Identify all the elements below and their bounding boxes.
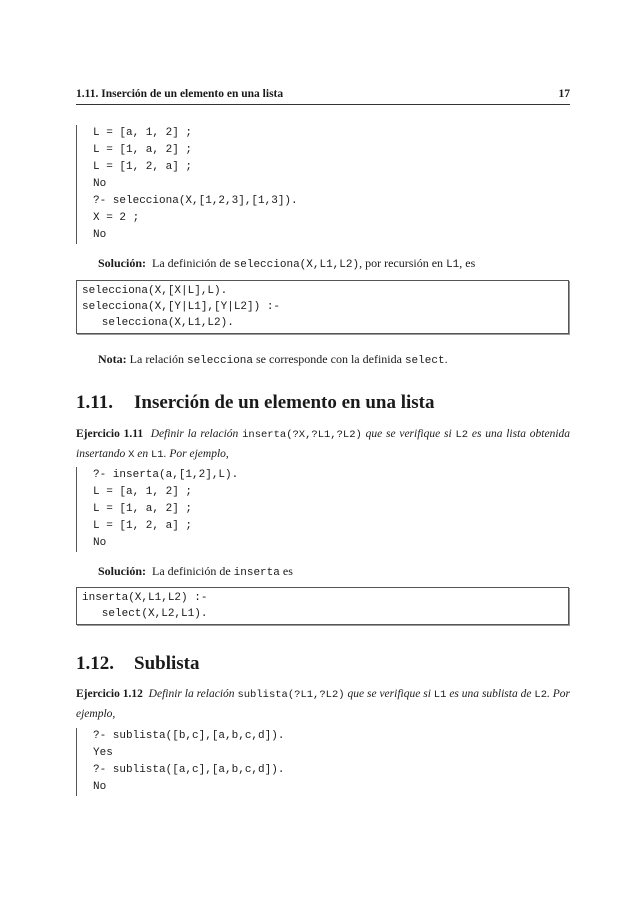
code-line: L = [1, 2, a] ;: [93, 520, 193, 532]
note-label: Nota:: [98, 352, 127, 366]
code-line: No: [93, 229, 107, 241]
code-line: ?- inserta(a,[1,2],L).: [93, 469, 239, 481]
exercise-text: . Por ejemplo,: [76, 688, 571, 720]
note-text: .: [444, 352, 448, 366]
section-number: 1.12.: [76, 653, 114, 674]
code-line: selecciona(X,[Y|L1],[Y|L2]) :-: [82, 301, 281, 313]
code-line: L = [a, 1, 2] ;: [93, 486, 193, 498]
inline-code: inserta(?X,?L1,?L2): [242, 429, 362, 441]
code-line: ?- sublista([a,c],[a,b,c,d]).: [93, 764, 285, 776]
solution-text: , es: [459, 256, 476, 270]
solution-paragraph-1: [98, 254, 475, 274]
exercise-text: es una sublista de: [449, 688, 532, 700]
code-line: select(X,L2,L1).: [82, 608, 208, 620]
running-header-title: 1.11. Inserción de un elemento en una lista: [76, 88, 284, 100]
exercise-1-11: [76, 425, 570, 465]
exercise-text: en: [137, 448, 149, 460]
solution-label: Solución:: [98, 256, 147, 270]
code-example-block-3: [76, 728, 284, 796]
exercise-1-12: [76, 685, 570, 724]
section-number: 1.11.: [76, 392, 113, 413]
exercise-text: es una lista obtenida insertando: [76, 428, 571, 460]
note-text: La relación: [129, 352, 184, 366]
code-line: X = 2 ;: [93, 212, 140, 224]
code-box-2: [76, 587, 569, 625]
code-line: L = [1, 2, a] ;: [93, 161, 193, 173]
inline-code: inserta: [233, 567, 280, 579]
code-line: L = [a, 1, 2] ;: [93, 127, 193, 139]
inline-code: L2: [534, 689, 547, 701]
inline-code: sublista(?L1,?L2): [237, 689, 345, 701]
section-title: Sublista: [134, 653, 200, 674]
code-line: No: [93, 537, 107, 549]
solution-text: La definición de: [152, 256, 231, 270]
inline-code: L1: [446, 259, 460, 271]
code-line: inserta(X,L1,L2) :-: [82, 592, 208, 604]
exercise-text: que se verifique si: [365, 428, 452, 440]
exercise-text: que se verifique si: [347, 688, 431, 700]
page-number: 17: [558, 88, 570, 100]
inline-code: X: [128, 449, 135, 461]
exercise-text: Definir la relación: [148, 688, 235, 700]
code-line: ?- sublista([b,c],[a,b,c,d]).: [93, 730, 285, 742]
inline-code: selecciona(X,L1,L2): [233, 259, 360, 271]
code-line: selecciona(X,[X|L],L).: [82, 285, 228, 297]
inline-code: select: [404, 355, 445, 367]
inline-code: L1: [433, 689, 447, 701]
exercise-label: Ejercicio 1.11: [76, 428, 144, 440]
code-line: L = [1, a, 2] ;: [93, 503, 193, 515]
note-paragraph: [98, 350, 448, 370]
running-header: [76, 88, 570, 105]
solution-text: La definición de: [152, 564, 231, 578]
solution-text: , por recursión en: [359, 256, 444, 270]
inline-code: L1: [151, 449, 164, 461]
solution-text: es: [282, 564, 293, 578]
code-line: selecciona(X,L1,L2).: [82, 317, 234, 329]
code-line: L = [1, a, 2] ;: [93, 144, 193, 156]
section-title: Inserción de un elemento en una lista: [134, 392, 435, 413]
exercise-label: Ejercicio 1.12: [76, 688, 143, 700]
inline-code: selecciona: [186, 355, 253, 367]
code-example-block-1: [76, 125, 298, 244]
solution-label: Solución:: [98, 564, 147, 578]
code-line: No: [93, 178, 107, 190]
code-line: No: [93, 781, 107, 793]
note-text: se corresponde con la definida: [256, 352, 402, 366]
code-line: ?- selecciona(X,[1,2,3],[1,3]).: [93, 195, 298, 207]
exercise-text: Definir la relación: [150, 428, 239, 440]
inline-code: L2: [455, 429, 469, 441]
section-heading-1-12: [76, 653, 199, 675]
code-box-1: [76, 280, 569, 334]
code-example-block-2: [76, 467, 238, 552]
solution-paragraph-2: [98, 562, 293, 582]
section-heading-1-11: [76, 392, 435, 414]
code-line: Yes: [93, 747, 113, 759]
exercise-text: . Por ejemplo,: [163, 448, 229, 460]
